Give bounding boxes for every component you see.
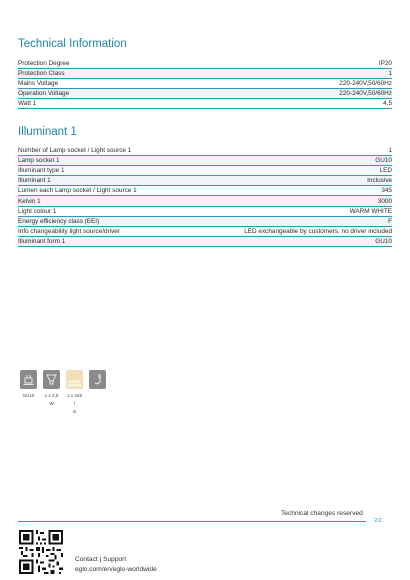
technical-changes-note: Technical changes reserved — [281, 510, 363, 517]
table-row — [18, 99, 392, 109]
bulb-watt-icon — [43, 370, 60, 389]
table-row — [18, 227, 392, 237]
row-label: Watt 1 — [18, 100, 37, 108]
caption-watt: 1 x 4,5 W — [44, 393, 59, 406]
contact-block — [75, 555, 157, 574]
row-value: 220-240V,50/60Hz — [339, 90, 392, 98]
table-row — [18, 79, 392, 89]
row-label: Protection Degree — [18, 60, 70, 68]
row-label: Light colour 1 — [18, 207, 57, 215]
contact-support-link[interactable]: Contact | Support — [75, 556, 127, 563]
row-value: LED — [379, 167, 392, 175]
row-label: Lumen each Lamp socket / Light source 1 — [18, 187, 137, 195]
table-row — [18, 69, 392, 79]
row-value: LED exchangeable by customers, no driver included — [244, 227, 392, 235]
page-number: 2/2 — [374, 518, 382, 524]
row-value: Inclusive — [367, 177, 392, 185]
row-label: Number of Lamp socket / Light source 1 — [18, 147, 132, 155]
row-value: IP20 — [378, 60, 392, 68]
illuminant-heading: Illuminant 1 — [18, 126, 77, 138]
row-label: Illuminant form 1 — [18, 237, 66, 245]
warm-white-icon — [66, 370, 83, 389]
table-row — [18, 207, 392, 217]
gu10-socket-icon — [20, 370, 37, 389]
row-value: 1 — [388, 70, 392, 78]
warm-label: WARM — [68, 380, 81, 384]
row-label: Illuminant type 1 — [18, 167, 65, 175]
row-label: Operation Voltage — [18, 90, 70, 98]
row-value: GU10 — [375, 237, 392, 245]
row-label: Illuminant 1 — [18, 177, 51, 185]
row-value: F — [388, 217, 392, 225]
feature-captions — [20, 392, 106, 416]
qr-code[interactable] — [19, 530, 63, 574]
table-row — [18, 237, 392, 247]
website-link[interactable]: eglo.com/en/eglo-worldwide — [75, 565, 157, 573]
table-row — [18, 166, 392, 176]
row-value: 220-240V,50/60Hz — [339, 80, 392, 88]
footer-divider — [18, 521, 366, 522]
row-label: Info changeability light source/driver — [18, 227, 120, 235]
caption-replaceable — [89, 392, 106, 416]
row-value: 345 — [381, 187, 392, 195]
table-row — [18, 146, 392, 156]
technical-information-table — [18, 59, 392, 109]
illuminant-table — [18, 146, 392, 247]
row-label: Lamp socket 1 — [18, 157, 60, 165]
technical-information-heading: Technical Information — [18, 38, 127, 50]
row-label: Mains Voltage — [18, 80, 59, 88]
row-label: Kelvin 1 — [18, 197, 41, 205]
caption-lumen: 1 x 345 l m — [66, 393, 83, 414]
row-value: WARM WHITE — [349, 207, 392, 215]
row-value: 4,5 — [383, 100, 392, 108]
row-label: Protection Class — [18, 70, 65, 78]
table-row — [18, 89, 392, 99]
row-value: 1 — [388, 147, 392, 155]
row-value: 3000 — [377, 197, 392, 205]
row-value: GU10 — [375, 157, 392, 165]
replaceable-led-icon — [89, 370, 106, 389]
table-row — [18, 176, 392, 186]
table-row — [18, 217, 392, 227]
table-row — [18, 59, 392, 69]
caption-socket: GU10 — [22, 393, 35, 398]
feature-icons — [20, 370, 106, 389]
table-row — [18, 186, 392, 196]
table-row — [18, 156, 392, 166]
table-row — [18, 196, 392, 206]
white-label: WHITE — [67, 383, 82, 388]
row-label: Energy efficiency class (EEI) — [18, 217, 100, 225]
